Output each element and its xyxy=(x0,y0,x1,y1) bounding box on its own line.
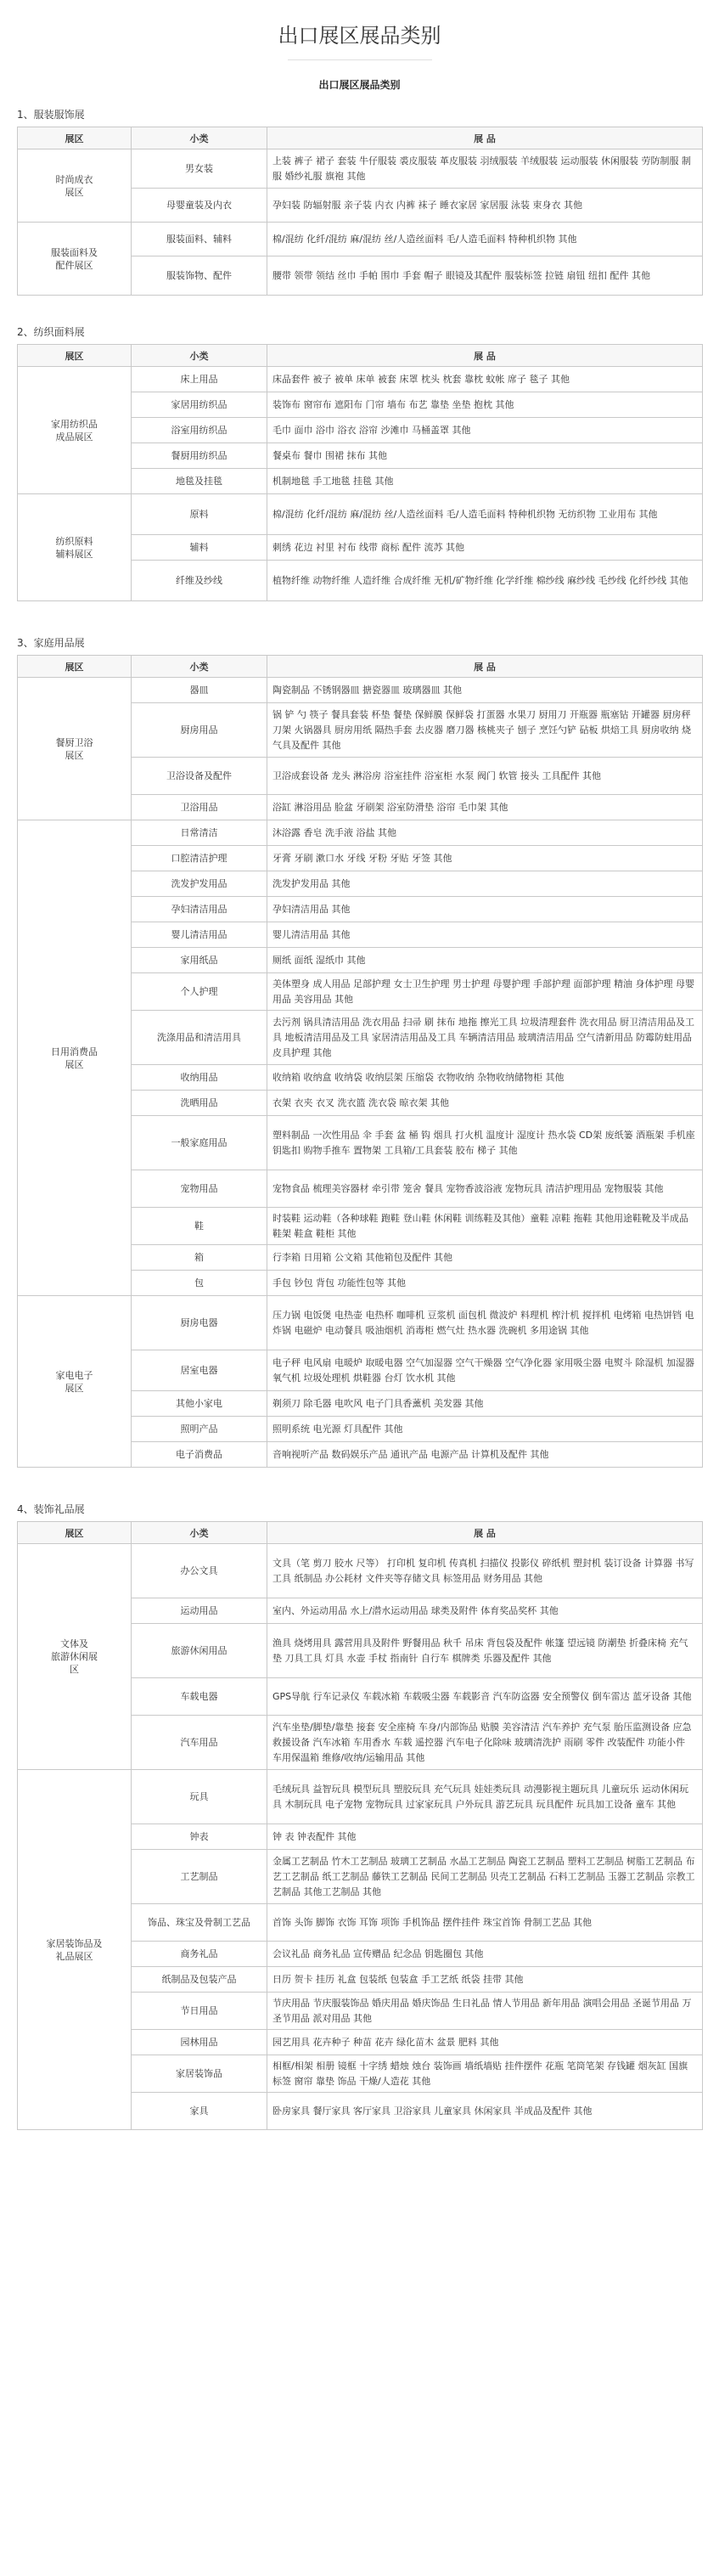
items-cell: 毛巾 面巾 浴巾 浴衣 浴帘 沙滩巾 马桶盖罩 其他 xyxy=(267,418,703,443)
items-cell: 塑料制品 一次性用品 伞 手套 盆 桶 钩 烟具 打火机 温度计 湿度计 热水袋 CD架 废纸篓 酒瓶架 手机座 钥匙扣 购物手推车 置物架 工具箱/工具套装 胶布 梯子 其他 xyxy=(267,1116,703,1170)
zone-cell: 餐厨卫浴 展区 xyxy=(18,678,132,820)
subcategory-cell: 居室电器 xyxy=(132,1350,267,1391)
table-row xyxy=(18,1544,703,1598)
header-items: 展 品 xyxy=(267,1522,703,1544)
subcategory-cell: 饰品、珠宝及骨制工艺品 xyxy=(132,1904,267,1942)
items-cell: 毛绒玩具 益智玩具 模型玩具 塑胶玩具 充气玩具 娃娃类玩具 动漫影视主题玩具 儿童玩乐 运动休闲玩具 木制玩具 电子宠物 宠物玩具 过家家玩具 户外玩具 游艺玩具 玩具配件 玩具加工设备 童车 其他 xyxy=(267,1770,703,1824)
subcategory-cell: 汽车用品 xyxy=(132,1716,267,1770)
items-cell: 机制地毯 手工地毯 挂毯 其他 xyxy=(267,469,703,494)
items-cell: 相框/相架 相册 镜框 十字绣 蜡烛 烛台 装饰画 墙纸墙贴 挂件摆件 花瓶 笔筒笔架 存钱罐 烟灰缸 国旗 标签 窗帘 靠垫 饰品 干燥/人造花 其他 xyxy=(267,2055,703,2093)
subcategory-cell: 洗晒用品 xyxy=(132,1091,267,1116)
subcategory-cell: 玩具 xyxy=(132,1770,267,1824)
items-cell: 宠物食品 梳理美容器材 牵引带 笼舍 餐具 宠物香波浴液 宠物玩具 清洁护理用品 宠物服装 其他 xyxy=(267,1170,703,1208)
items-cell: 棉/混纺 化纤/混纺 麻/混纺 丝/人造丝面料 毛/人造毛面料 特种机织物 无纺织物 工业用布 其他 xyxy=(267,494,703,535)
zone-cell: 文体及 旅游休闲展 区 xyxy=(18,1544,132,1770)
items-cell: 剃须刀 除毛器 电吹风 电子门具香薰机 美发器 其他 xyxy=(267,1391,703,1417)
table-row xyxy=(18,820,703,846)
zone-cell: 时尚成衣 展区 xyxy=(18,149,132,223)
subcategory-cell: 旅游休闲用品 xyxy=(132,1624,267,1678)
items-cell: 棉/混纺 化纤/混纺 麻/混纺 丝/人造丝面料 毛/人造毛面料 特种机织物 其他 xyxy=(267,223,703,256)
header-zone: 展区 xyxy=(18,1522,132,1544)
subcategory-cell: 家居装饰品 xyxy=(132,2055,267,2093)
table-row xyxy=(18,149,703,189)
items-cell: 餐桌布 餐巾 围裙 抹布 其他 xyxy=(267,443,703,469)
subcategory-cell: 家居用纺织品 xyxy=(132,392,267,418)
items-cell: 衣架 衣夹 衣叉 洗衣篮 洗衣袋 晾衣架 其他 xyxy=(267,1091,703,1116)
table-row xyxy=(18,1770,703,1824)
subcategory-cell: 厨房电器 xyxy=(132,1296,267,1350)
zone-cell: 纺织原料 辅料展区 xyxy=(18,494,132,601)
exhibit-table xyxy=(17,655,703,1468)
items-cell: 照明系统 电光源 灯具配件 其他 xyxy=(267,1417,703,1442)
header-sub: 小类 xyxy=(132,656,267,678)
header-items: 展 品 xyxy=(267,345,703,367)
items-cell: 陶瓷制品 不锈钢器皿 搪瓷器皿 玻璃器皿 其他 xyxy=(267,678,703,703)
subcategory-cell: 个人护理 xyxy=(132,973,267,1011)
section-spacer xyxy=(0,296,719,313)
items-cell: 沐浴露 香皂 洗手液 浴盐 其他 xyxy=(267,820,703,846)
subcategory-cell: 鞋 xyxy=(132,1208,267,1245)
section-spacer xyxy=(0,601,719,623)
items-cell: 厕纸 面纸 湿纸巾 其他 xyxy=(267,948,703,973)
items-cell: 日历 贺卡 挂历 礼盒 包装纸 包装盒 手工艺纸 纸袋 挂带 其他 xyxy=(267,1967,703,1993)
exhibit-table xyxy=(17,344,703,601)
table-row xyxy=(18,494,703,535)
items-cell: 压力锅 电饭煲 电热壶 电热杯 咖啡机 豆浆机 面包机 微波炉 料理机 榨汁机 搅拌机 电烤箱 电热饼铛 电炸锅 电磁炉 电动餐具 吸油烟机 消毒柜 燃气灶 热水器 洗碗机 多用途锅 其他 xyxy=(267,1296,703,1350)
exhibit-table xyxy=(17,1521,703,2130)
table-header-row xyxy=(18,1522,703,1544)
zone-cell: 家居装饰品及 礼品展区 xyxy=(18,1770,132,2130)
items-cell: 行李箱 日用箱 公文箱 其他箱包及配件 其他 xyxy=(267,1245,703,1271)
items-cell: 钟 表 钟表配件 其他 xyxy=(267,1824,703,1850)
items-cell: 汽车坐垫/脚垫/靠垫 接套 安全座椅 车身/内部饰品 贴膜 美容清洁 汽车养护 充气泵 胎压监测设备 应急救援设备 汽车冰箱 车用香水 车载 遥控器 汽车电子化除味 玻璃清洗护 雨刷 零件 改装配件 功能小件 车用保温箱 维修/收纳/运输用品 其他 xyxy=(267,1716,703,1770)
section-title: 3、家庭用品展 xyxy=(17,637,85,649)
title-divider xyxy=(288,59,432,60)
items-cell: 卧房家具 餐厅家具 客厅家具 卫浴家具 儿童家具 休闲家具 半成品及配件 其他 xyxy=(267,2093,703,2130)
section-title: 2、纺织面料展 xyxy=(17,326,85,338)
subcategory-cell: 男女装 xyxy=(132,149,267,189)
table-row xyxy=(18,223,703,256)
subcategory-cell: 电子消费品 xyxy=(132,1442,267,1468)
items-cell: 装饰布 窗帘布 遮阳布 门帘 墙布 布艺 靠垫 坐垫 抱枕 其他 xyxy=(267,392,703,418)
table-row xyxy=(18,1296,703,1350)
zone-cell: 服装面料及 配件展区 xyxy=(18,223,132,296)
subcategory-cell: 洗发护发用品 xyxy=(132,871,267,897)
items-cell: 床品套件 被子 被单 床单 被套 床罩 枕头 枕套 靠枕 蚊帐 席子 毯子 其他 xyxy=(267,367,703,392)
items-cell: 锅 铲 勺 筷子 餐具套装 杯垫 餐垫 保鲜膜 保鲜袋 打蛋器 水果刀 厨用刀 开瓶器 瓶塞钻 开罐器 厨房秤 刀架 火锅器具 厨房用纸 隔热手套 去皮器 磨刀器 核桃夹子 刨子 烹饪勺铲 砧板 烘焙工具 厨房收纳 烧气具及配件 其他 xyxy=(267,703,703,758)
subcategory-cell: 原料 xyxy=(132,494,267,535)
subcategory-cell: 器皿 xyxy=(132,678,267,703)
page-title: 出口展区展品类别 xyxy=(278,24,441,48)
subcategory-cell: 洗涤用品和清洁用具 xyxy=(132,1011,267,1065)
items-cell: 室内、外运动用品 水上/潜水运动用品 球类及附件 体育奖品奖杯 其他 xyxy=(267,1598,703,1624)
items-cell: GPS导航 行车记录仪 车载冰箱 车载吸尘器 车载影音 汽车防盗器 安全预警仪 倒车雷达 蓝牙设备 其他 xyxy=(267,1678,703,1716)
items-cell: 腰带 领带 领结 丝巾 手帕 围巾 手套 帽子 眼镜及其配件 服装标签 拉链 扇钮 纽扣 配件 其他 xyxy=(267,256,703,296)
subcategory-cell: 宠物用品 xyxy=(132,1170,267,1208)
subcategory-cell: 包 xyxy=(132,1271,267,1296)
items-cell: 收纳箱 收纳盒 收纳袋 收纳层架 压缩袋 衣物收纳 杂物收纳储物柜 其他 xyxy=(267,1065,703,1091)
subcategory-cell: 辅料 xyxy=(132,535,267,561)
subcategory-cell: 纸制品及包装产品 xyxy=(132,1967,267,1993)
subcategory-cell: 收纳用品 xyxy=(132,1065,267,1091)
subcategory-cell: 卫浴用品 xyxy=(132,795,267,820)
subcategory-cell: 运动用品 xyxy=(132,1598,267,1624)
subcategory-cell: 工艺制品 xyxy=(132,1850,267,1904)
subcategory-cell: 婴儿清洁用品 xyxy=(132,922,267,948)
items-cell: 婴儿清洁用品 其他 xyxy=(267,922,703,948)
items-cell: 会议礼品 商务礼品 宣传赠品 纪念品 钥匙圈包 其他 xyxy=(267,1942,703,1967)
zone-cell: 家电电子 展区 xyxy=(18,1296,132,1468)
subcategory-cell: 园林用品 xyxy=(132,2030,267,2055)
subcategory-cell: 办公文具 xyxy=(132,1544,267,1598)
table-header-row xyxy=(18,127,703,149)
items-cell: 首饰 头饰 脚饰 衣饰 耳饰 项饰 手机饰品 摆件挂件 珠宝首饰 骨制工艺品 其他 xyxy=(267,1904,703,1942)
subcategory-cell: 浴室用纺织品 xyxy=(132,418,267,443)
subcategory-cell: 箱 xyxy=(132,1245,267,1271)
subcategory-cell: 服装面料、辅料 xyxy=(132,223,267,256)
subcategory-cell: 家具 xyxy=(132,2093,267,2130)
subcategory-cell: 厨房用品 xyxy=(132,703,267,758)
subcategory-cell: 其他小家电 xyxy=(132,1391,267,1417)
subcategory-cell: 服装饰物、配件 xyxy=(132,256,267,296)
header-sub: 小类 xyxy=(132,127,267,149)
items-cell: 金属工艺制品 竹木工艺制品 玻璃工艺制品 水晶工艺制品 陶瓷工艺制品 塑料工艺制品 树脂工艺制品 布艺工艺制品 纸工艺制品 藤铁工艺制品 民间工艺制品 贝壳工艺制品 石料工艺制品 玉器工艺制品 宗教工艺制品 其他工艺制品 其他 xyxy=(267,1850,703,1904)
subcategory-cell: 车载电器 xyxy=(132,1678,267,1716)
items-cell: 美体塑身 成人用品 足部护理 女士卫生护理 男士护理 母婴护理 手部护理 面部护理 精油 身体护理 母婴用品 美容用品 其他 xyxy=(267,973,703,1011)
section-title: 1、服装服饰展 xyxy=(17,109,85,121)
subcategory-cell: 母婴童装及内衣 xyxy=(132,189,267,223)
header-sub: 小类 xyxy=(132,1522,267,1544)
items-cell: 音响视听产品 数码娱乐产品 通讯产品 电源产品 计算机及配件 其他 xyxy=(267,1442,703,1468)
header-sub: 小类 xyxy=(132,345,267,367)
items-cell: 时装鞋 运动鞋（各种球鞋 跑鞋 登山鞋 休闲鞋 训练鞋及其他）童鞋 凉鞋 拖鞋 其他用途鞋靴及半成品 鞋架 鞋盒 鞋柜 其他 xyxy=(267,1208,703,1245)
items-cell: 节庆用品 节庆服装饰品 婚庆用品 婚庆饰品 生日礼品 情人节用品 新年用品 演唱会用品 圣诞节用品 万圣节用品 派对用品 其他 xyxy=(267,1993,703,2030)
zone-cell: 日用消费品 展区 xyxy=(18,820,132,1296)
header-zone: 展区 xyxy=(18,656,132,678)
subcategory-cell: 口腔清洁护理 xyxy=(132,846,267,871)
header-zone: 展区 xyxy=(18,127,132,149)
table-row xyxy=(18,678,703,703)
items-cell: 手包 钞包 背包 功能性包等 其他 xyxy=(267,1271,703,1296)
header-items: 展 品 xyxy=(267,127,703,149)
subcategory-cell: 节日用品 xyxy=(132,1993,267,2030)
zone-cell: 家用纺织品 成品展区 xyxy=(18,367,132,494)
items-cell: 孕妇装 防辐射服 亲子装 内衣 内裤 袜子 睡衣家居 家居服 泳装 束身衣 其他 xyxy=(267,189,703,223)
subcategory-cell: 家用纸品 xyxy=(132,948,267,973)
subcategory-cell: 商务礼品 xyxy=(132,1942,267,1967)
subcategory-cell: 床上用品 xyxy=(132,367,267,392)
subcategory-cell: 日常清洁 xyxy=(132,820,267,846)
subcategory-cell: 一般家庭用品 xyxy=(132,1116,267,1170)
items-cell: 电子秤 电风扇 电暖炉 取暖电器 空气加湿器 空气干燥器 空气净化器 家用吸尘器 电熨斗 除湿机 加湿器 氧气机 垃圾处理机 烘鞋器 台灯 饮水机 其他 xyxy=(267,1350,703,1391)
subcategory-cell: 餐厨用纺织品 xyxy=(132,443,267,469)
subcategory-cell: 照明产品 xyxy=(132,1417,267,1442)
section-spacer xyxy=(0,1468,719,1490)
items-cell: 文具（笔 剪刀 胶水 尺等） 打印机 复印机 传真机 扫描仪 投影仪 碎纸机 塑封机 装订设备 计算器 书写工具 纸制品 办公耗材 文件夹等存储文具 标签用品 财务用品 其他 xyxy=(267,1544,703,1598)
items-cell: 植物纤维 动物纤维 人造纤维 合成纤维 无机/矿物纤维 化学纤维 棉纱线 麻纱线 毛纱线 化纤纱线 其他 xyxy=(267,561,703,601)
section-title: 4、装饰礼品展 xyxy=(17,1503,85,1515)
sections-container xyxy=(0,107,719,2130)
items-cell: 洗发护发用品 其他 xyxy=(267,871,703,897)
table-header-row xyxy=(18,656,703,678)
items-cell: 孕妇清洁用品 其他 xyxy=(267,897,703,922)
items-cell: 渔具 烧烤用具 露营用具及附件 野餐用品 秋千 吊床 背包袋及配件 帐篷 望远镜 防潮垫 折叠床椅 充气垫 刀具工具 灯具 水壶 手杖 指南针 自行车 棋牌类 乐器及配件 其他 xyxy=(267,1624,703,1678)
items-cell: 园艺用具 花卉种子 种苗 花卉 绿化苗木 盆景 肥料 其他 xyxy=(267,2030,703,2055)
items-cell: 去污剂 锅具清洁用品 洗衣用品 扫帚 刷 抹布 地拖 擦光工具 垃圾清理套件 洗衣用品 厨卫清洁用品及工具 地板清洁用品及工具 家居清洁用品及工具 车辆清洁用品 玻璃清洁用品 空气清新用品 防霉防蛀用品 皮具护理 其他 xyxy=(267,1011,703,1065)
header-items: 展 品 xyxy=(267,656,703,678)
items-cell: 刺绣 花边 衬里 衬布 线带 商标 配件 流苏 其他 xyxy=(267,535,703,561)
subcategory-cell: 纤维及纱线 xyxy=(132,561,267,601)
table-header-row xyxy=(18,345,703,367)
exhibit-table xyxy=(17,127,703,296)
items-cell: 上装 裤子 裙子 套装 牛仔服装 裘皮服装 革皮服装 羽绒服装 羊绒服装 运动服装 休闲服装 劳防制服 制服 婚纱礼服 旗袍 其他 xyxy=(267,149,703,189)
subcategory-cell: 孕妇清洁用品 xyxy=(132,897,267,922)
subcategory-cell: 卫浴设备及配件 xyxy=(132,758,267,795)
page-subtitle: 出口展区展品类别 xyxy=(318,79,401,91)
items-cell: 牙膏 牙刷 漱口水 牙线 牙粉 牙贴 牙签 其他 xyxy=(267,846,703,871)
table-row xyxy=(18,367,703,392)
items-cell: 卫浴成套设备 龙头 淋浴房 浴室挂件 浴室柜 水泵 阀门 软管 接头 工具配件 其他 xyxy=(267,758,703,795)
header-zone: 展区 xyxy=(18,345,132,367)
subcategory-cell: 钟表 xyxy=(132,1824,267,1850)
items-cell: 浴缸 淋浴用品 脸盆 牙刷架 浴室防滑垫 浴帘 毛巾架 其他 xyxy=(267,795,703,820)
subcategory-cell: 地毯及挂毯 xyxy=(132,469,267,494)
